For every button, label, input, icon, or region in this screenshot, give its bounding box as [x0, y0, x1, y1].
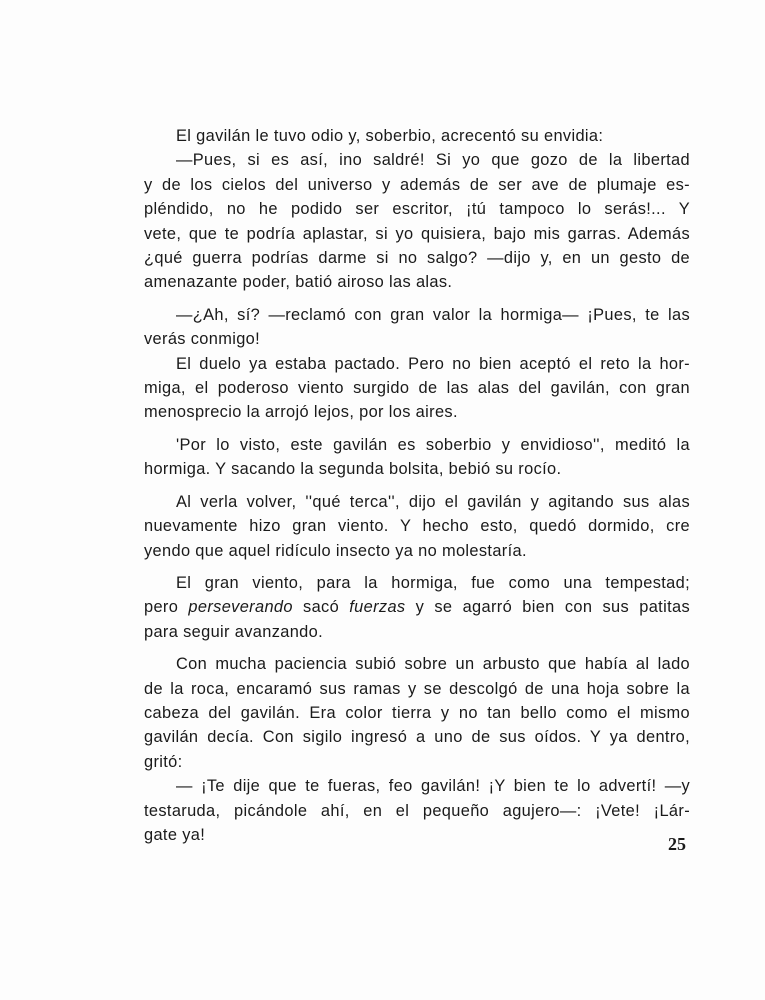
paragraph	[112, 774, 690, 847]
text-line: Con mucha paciencia subió sobre un arbusto que había al lado	[176, 655, 690, 674]
text-line: pléndido, no he podido ser escritor, ¡tú tampoco lo serás!... Y	[144, 200, 690, 219]
paragraph	[112, 303, 690, 352]
paragraph	[112, 352, 690, 425]
italic-word: perseverando	[188, 598, 293, 617]
text-line: — ¡Te dije que te fueras, feo gavilán! ¡Y bien te lo advertí! —y	[176, 777, 690, 796]
text-line: cabeza del gavilán. Era color tierra y no tan bello como el mismo	[144, 703, 690, 722]
text-line: nuevamente hizo gran viento. Y hecho esto, quedó dormido, cre	[144, 517, 690, 536]
text-line: El gavilán le tuvo odio y, soberbio, acrecentó su envidia:	[176, 127, 604, 145]
text-line: El gran viento, para la hormiga, fue como una tempestad;	[176, 573, 690, 592]
text-line: ¿qué guerra podrías darme si no salgo? —dijo y, en un gesto de	[144, 249, 690, 268]
body-text	[112, 124, 690, 847]
paragraph	[112, 571, 690, 644]
text-line: hormiga. Y sacando la segunda bolsita, bebió su rocío.	[144, 460, 562, 479]
text-line: —Pues, si es así, ino saldré! Si yo que gozo de la libertad	[176, 151, 690, 170]
text-line: El duelo ya estaba pactado. Pero no bien aceptó el reto la hor-	[176, 354, 690, 373]
text-line: —¿Ah, sí? —reclamó con gran valor la hormiga— ¡Pues, te las	[176, 305, 690, 324]
paragraph	[112, 148, 690, 294]
text-line: verás conmigo!	[144, 330, 261, 349]
page-number: 25	[668, 834, 686, 854]
text-line: menosprecio la arrojó lejos, por los aires.	[144, 403, 458, 422]
text-line: gritó:	[144, 752, 183, 771]
text-line: gate ya!	[144, 825, 206, 844]
text-line: vete, que te podría aplastar, si yo quisiera, bajo mis garras. Además	[144, 224, 690, 243]
text-line: pero perseverando sacó fuerzas y se agarró bien con sus patitas	[144, 598, 690, 617]
paragraph	[112, 124, 690, 148]
italic-word: fuerzas	[349, 598, 406, 617]
paragraph	[112, 433, 690, 482]
text-line: gavilán decía. Con sigilo ingresó a uno de sus oídos. Y ya dentro,	[144, 728, 690, 747]
text-line: de la roca, encaramó sus ramas y se descolgó de una hoja sobre la	[144, 679, 690, 698]
paragraph	[112, 652, 690, 774]
text-line: yendo que aquel ridículo insecto ya no molestaría.	[144, 541, 527, 560]
text-line: testaruda, picándole ahí, en el pequeño agujero—: ¡Vete! ¡Lár-	[144, 801, 690, 820]
text-line: 'Por lo visto, este gavilán es soberbio y envidioso'', meditó la	[176, 435, 690, 454]
text-line: y de los cielos del universo y además de ser ave de plumaje es-	[144, 175, 690, 194]
paragraph	[112, 490, 690, 563]
text-line: miga, el poderoso viento surgido de las alas del gavilán, con gran	[144, 379, 690, 398]
text-line: Al verla volver, ''qué terca'', dijo el gavilán y agitando sus alas	[176, 492, 690, 511]
text-line: amenazante poder, batió airoso las alas.	[144, 273, 453, 292]
text-line: para seguir avanzando.	[144, 622, 324, 641]
